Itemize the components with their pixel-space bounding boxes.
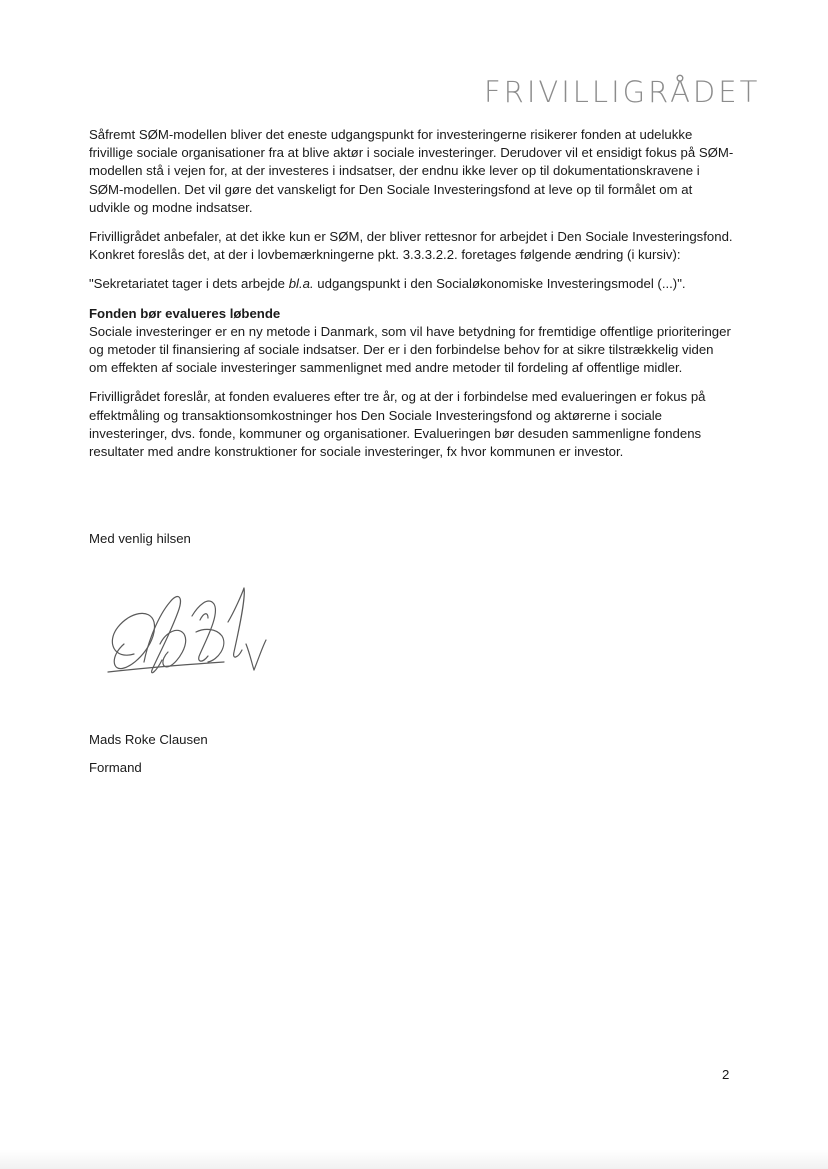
- section-heading: Fonden bør evalueres løbende: [89, 305, 281, 321]
- closing-greeting: Med venlig hilsen: [89, 531, 191, 546]
- body-paragraph-4: Frivilligrådet foreslår, at fonden evalueres efter tre år, og at der i forbindelse med evalueringen er fokus på effektmåling og transaktionsomkostninger hos Den Sociale Investeringsfond og aktørerne i sociale investeringer, dvs. fonde, kommuner og organisationer. Evalueringen bør desuden sammenligne fondens resultater med andre konstruktioner for sociale investeringer, fx hvor kommunen er investor.: [89, 389, 706, 460]
- quote-italic-text: bl.a.: [288, 276, 314, 292]
- scan-shadow-edge: [0, 1150, 828, 1169]
- amendment-quote: [89, 275, 734, 293]
- signer-title: Formand: [89, 760, 142, 775]
- body-paragraph-3: Sociale investeringer er en ny metode i Danmark, som vil have betydning for fremtidige offentlige prioriteringer og metoder til finansiering af sociale indsatser. Der er i den forbindelse behov for at sikre tilstrækkelig viden om effekten af sociale investeringer sammenlignet med andre metoder til fordeling af offentlige midler.: [89, 323, 731, 376]
- letterhead: [480, 74, 761, 110]
- letter-body: [89, 126, 734, 472]
- quote-text-end: udgangspunkt i den Socialøkonomiske Investeringsmodel (...)".: [313, 276, 686, 292]
- body-paragraph-2: Frivilligrådet anbefaler, at det ikke kun er SØM, der bliver rettesnor for arbejdet i Den Sociale Investeringsfond. Konkret foreslås det, at der i lovbemærkningerne pkt. 3.3.3.2.2. foretages følgende ændring (i kursiv):: [89, 229, 733, 263]
- signer-name: Mads Roke Clausen: [89, 732, 208, 747]
- quote-text-start: "Sekretariatet tager i dets arbejde: [89, 276, 289, 292]
- page-number: 2: [722, 1067, 730, 1082]
- body-paragraph-1: Såfremt SØM-modellen bliver det eneste udgangspunkt for investeringerne risikerer fonden at udelukke frivillige sociale organisationer fra at blive aktør i sociale investeringer. Derudover vil et ensidigt fokus på SØM-modellen stå i vejen for, at der investeres i indsatser, der endnu ikke lever op til dokumentationskravene i SØM-modellen. Det vil gøre det vanskeligt for Den Sociale Investeringsfond at leve op til formålet om at udvikle og modne indsatser.: [89, 127, 734, 215]
- organization-logo-text: FRIVILLIGRÅDET: [484, 74, 761, 109]
- handwritten-signature: [104, 582, 274, 682]
